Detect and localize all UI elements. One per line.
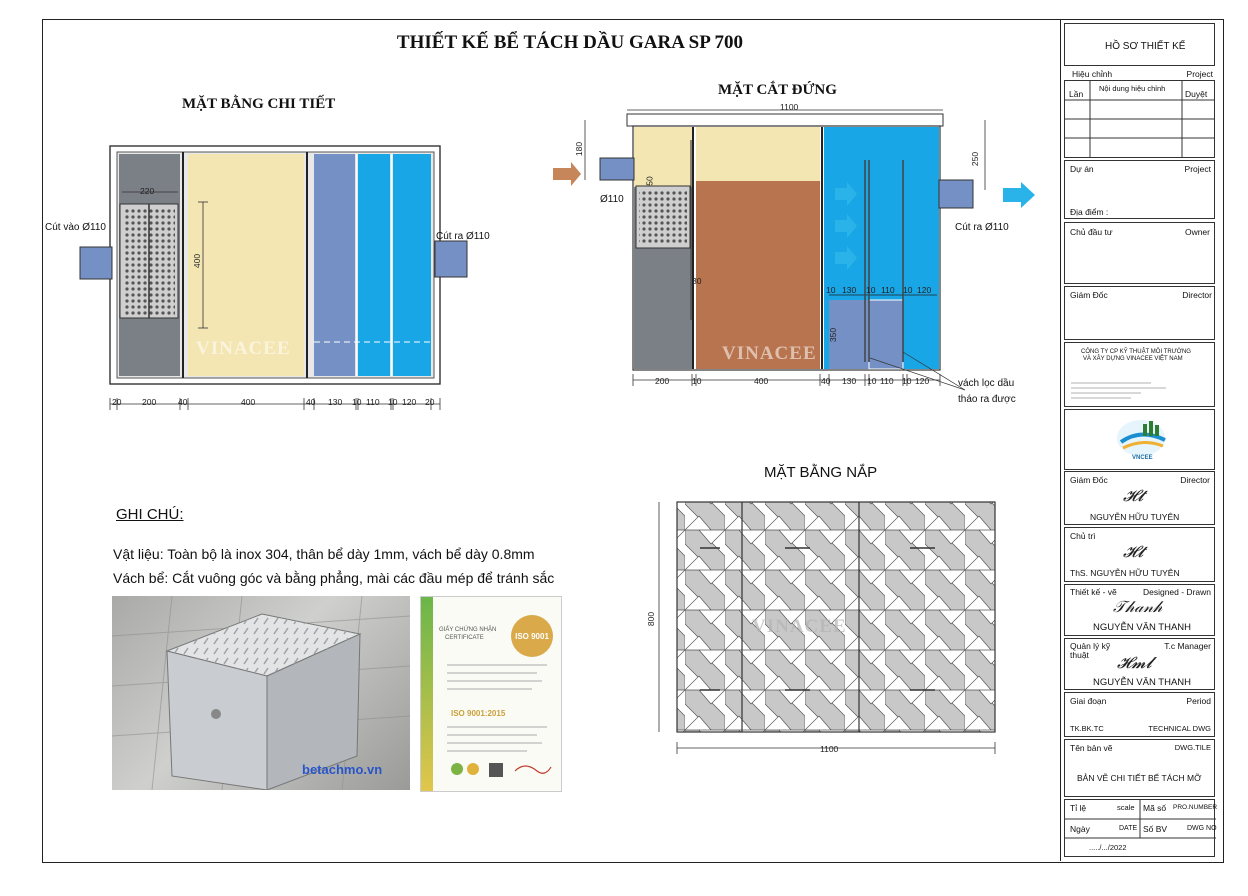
tb-duyet: Duyệt xyxy=(1185,89,1208,99)
section-outlet-pipe xyxy=(939,180,973,208)
section-dim-small: 30 xyxy=(692,276,702,286)
section-dim: 10 xyxy=(826,285,836,295)
plan-inlet-pipe xyxy=(80,247,112,279)
section-dim: 130 xyxy=(842,376,857,386)
lid-heading: MẶT BẰNG NẮP xyxy=(764,464,878,481)
tb-ho-so: HỒ SƠ THIẾT KẾ xyxy=(1105,41,1186,52)
plan-chamber-5 xyxy=(393,154,431,376)
plan-dim-height: 400 xyxy=(192,253,203,269)
chutri-signature: 𝓗𝓽 xyxy=(1123,542,1144,561)
tb-giam-doc: Giám Đốc xyxy=(1070,290,1108,300)
lid-dim-width: 1100 xyxy=(820,744,839,754)
section-dim: 110 xyxy=(880,376,894,386)
tb-owner: Owner xyxy=(1184,227,1210,237)
plan-chamber-4 xyxy=(358,154,391,376)
tb-designer-box xyxy=(1064,584,1215,636)
plan-dim: 40 xyxy=(306,397,316,407)
plan-dim: 10 xyxy=(352,397,362,407)
plan-dims-bottom xyxy=(108,397,448,409)
certificate-header: GIẤY CHỨNG NHẬN xyxy=(439,627,497,633)
product-photo xyxy=(112,596,410,790)
tb-director: Director xyxy=(1182,290,1212,300)
tb-dia-diem: Địa điểm : xyxy=(1070,207,1109,217)
plan-dim: 400 xyxy=(241,397,256,407)
tb-so-bv: Số BV xyxy=(1143,824,1168,834)
tb-name-manager: NGUYỄN VĂN THANH xyxy=(1093,677,1192,688)
plan-outlet-label: Cút ra Ø110 xyxy=(436,231,490,242)
notes-line-2: Vách bể: Cắt vuông góc và bằng phẳng, mài các đầu mép để tránh sắc xyxy=(113,570,555,586)
tb-company-box xyxy=(1064,342,1215,407)
tb-giam-doc2: Giám Đốc xyxy=(1070,475,1108,485)
plan-dim: 40 xyxy=(178,397,188,407)
plan-dim: 130 xyxy=(328,397,343,407)
section-dim: 120 xyxy=(915,376,930,386)
section-dim: 10 xyxy=(866,285,876,295)
tb-name-director: NGUYỄN HỮU TUYÊN xyxy=(1090,512,1180,522)
section-dim-small2: 350 xyxy=(828,327,839,343)
tb-ma-so: Mã số xyxy=(1143,803,1167,813)
plan-dim: 20 xyxy=(112,397,122,407)
company-logo xyxy=(1115,416,1167,458)
tb-logo-box xyxy=(1064,409,1215,470)
section-dim: 110 xyxy=(881,285,895,295)
tb-giam-doc-box xyxy=(1064,286,1215,340)
notes-heading: GHI CHÚ: xyxy=(116,506,184,523)
photo-caption: betachmo.vn xyxy=(302,762,383,777)
plan-dim: 20 xyxy=(425,397,435,407)
certificate-band xyxy=(421,597,433,791)
section-dim: 120 xyxy=(917,285,932,295)
tb-scale: scale xyxy=(1117,803,1135,812)
certificate-standard: ISO 9001:2015 xyxy=(451,709,506,718)
tb-company-2: VÀ XÂY DỰNG VINACEE VIỆT NAM xyxy=(1083,356,1183,362)
plan-outlet-pipe xyxy=(435,241,467,277)
tb-hieu-chinh: Hiệu chỉnh xyxy=(1072,69,1113,79)
tb-name-chutri: ThS. NGUYỄN HỮU TUYÊN xyxy=(1070,568,1180,578)
tb-ho-so-box xyxy=(1064,23,1215,66)
tb-name-designer: NGUYỄN VĂN THANH xyxy=(1093,622,1192,633)
tb-lan: Lần xyxy=(1069,89,1084,99)
section-dim: 400 xyxy=(754,376,769,386)
tb-designed: Designed - Drawn xyxy=(1142,587,1211,597)
tb-period-box xyxy=(1064,692,1215,737)
section-dims-mid xyxy=(826,285,956,297)
section-dim: 10 xyxy=(867,376,877,386)
tb-noi-dung: Nội dung hiệu chỉnh xyxy=(1099,84,1166,93)
section-lid xyxy=(627,114,943,126)
certificate-header-en: CERTIFICATE xyxy=(445,635,484,641)
tb-chu-tri-box xyxy=(1064,527,1215,582)
tb-quan-ly: Quản lý kỹ xyxy=(1070,641,1111,651)
manager-signature: 𝓗𝓶𝓵 xyxy=(1117,653,1152,672)
tb-chu-dau-tu: Chủ đầu tư xyxy=(1070,227,1113,237)
section-dims-bottom xyxy=(645,376,945,388)
tb-du-an-box xyxy=(1064,160,1215,219)
designer-signature: 𝒯𝒽𝒶𝓃𝒽 xyxy=(1113,597,1163,616)
logo-text: VNCEE xyxy=(1132,455,1153,461)
tb-technical: TECHNICAL DWG xyxy=(1148,724,1211,733)
plan-dim: 200 xyxy=(142,397,157,407)
section-outlet-arrow xyxy=(1003,182,1035,208)
title-block xyxy=(1060,19,1223,861)
filter-label-2: tháo ra được xyxy=(958,394,1016,405)
tb-revision-table xyxy=(1064,67,1215,158)
tb-chu-tri: Chủ trì xyxy=(1070,531,1096,541)
plan-inlet-label: Cút vào Ø110 xyxy=(45,222,106,233)
plan-watermark: VINACEE xyxy=(196,338,291,359)
tb-dwg-no: DWG NO xyxy=(1187,825,1217,832)
director-signature: 𝓗𝓽 xyxy=(1123,486,1144,505)
filter-label-1: vách lọc dầu xyxy=(958,378,1015,389)
tb-ten-ban-ve: Tên bản vẽ xyxy=(1070,743,1113,753)
plan-dim: 10 xyxy=(388,397,398,407)
tb-tc-manager: T.c Manager xyxy=(1164,641,1211,651)
section-outlet-label: Cút ra Ø110 xyxy=(955,222,1009,233)
plan-dim: 120 xyxy=(402,397,417,407)
tb-date: DATE xyxy=(1119,825,1138,832)
tb-director-sign-box xyxy=(1064,471,1215,525)
tb-du-an: Dự án xyxy=(1070,164,1094,174)
section-inlet-pipe xyxy=(600,158,634,180)
section-dim-total: 1100 xyxy=(780,102,799,112)
tb-meta-box xyxy=(1064,799,1218,857)
section-dim: 10 xyxy=(902,376,912,386)
tb-drawing-name: BẢN VẼ CHI TIẾT BỂ TÁCH MỠ xyxy=(1077,773,1202,783)
tb-director2: Director xyxy=(1180,475,1210,485)
drawing-title: THIẾT KẾ BỂ TÁCH DẦU GARA SP 700 xyxy=(396,32,744,53)
tb-ngay: Ngày xyxy=(1070,824,1090,834)
plan-chamber-3 xyxy=(314,154,356,376)
section-inlet-label: Ø110 xyxy=(600,194,624,205)
tb-pro-number: PRO.NUMBER xyxy=(1173,804,1218,811)
certificate-badge: ISO 9001 xyxy=(511,615,553,657)
tb-manager-box xyxy=(1064,638,1215,690)
tb-du-an-en: Project xyxy=(1184,164,1211,174)
tb-company-1: CÔNG TY CP KỸ THUẬT MÔI TRƯỜNG xyxy=(1081,349,1191,355)
section-inlet-arrow xyxy=(553,162,581,186)
section-dim: 40 xyxy=(821,376,831,386)
tb-date-value: ...../.../2022 xyxy=(1089,843,1127,852)
section-dim: 10 xyxy=(692,376,702,386)
iso-certificate xyxy=(420,596,562,792)
section-heading: MẶT CẮT ĐỨNG xyxy=(718,82,837,98)
tb-period: Period xyxy=(1186,696,1211,706)
plan-dim-top: 220 xyxy=(140,186,155,196)
section-dim: 130 xyxy=(842,285,857,295)
tb-drawing-name-box xyxy=(1064,739,1215,797)
lid-watermark: VINACEE xyxy=(752,616,847,637)
lid-dim-height: 800 xyxy=(646,611,657,627)
section-dim: 200 xyxy=(655,376,670,386)
tb-chu-dau-tu-box xyxy=(1064,222,1215,284)
tb-thiet-ke: Thiết kế - vẽ xyxy=(1070,587,1117,597)
section-dim-right-height: 250 xyxy=(970,151,981,167)
tb-giai-doan: Giai đoạn xyxy=(1070,696,1107,706)
plan-dim: 110 xyxy=(366,397,380,407)
tb-project: Project xyxy=(1186,69,1213,79)
section-watermark: VINACEE xyxy=(722,343,817,364)
notes-line-1: Vật liệu: Toàn bộ là inox 304, thân bể dày 1mm, vách bể dày 0.8mm xyxy=(113,546,535,562)
section-dim-inner: 50 xyxy=(644,176,655,186)
tb-ti-le: Tỉ lệ xyxy=(1070,803,1087,813)
section-dim-left-height: 180 xyxy=(574,141,585,157)
tb-dwg-title: DWG.TILE xyxy=(1174,743,1211,752)
section-dim: 10 xyxy=(903,285,913,295)
tb-thuat: thuật xyxy=(1070,650,1089,660)
plan-heading: MẶT BẰNG CHI TIẾT xyxy=(182,96,336,112)
tb-tkbktc: TK.BK.TC xyxy=(1070,724,1104,733)
